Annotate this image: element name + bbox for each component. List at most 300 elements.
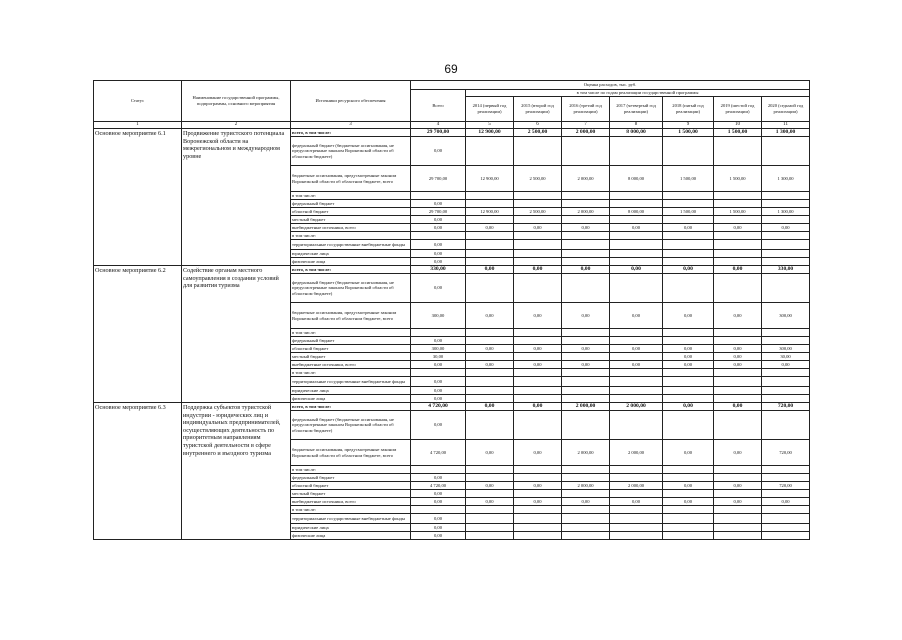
source-cell: бюджетные ассигнования, предусмотренные законом Воронежской области об областном бюджете, всего bbox=[291, 440, 411, 466]
year-value-cell bbox=[663, 137, 714, 166]
total-value-cell: 4 720,00 bbox=[411, 440, 466, 466]
total-value-cell: 300,00 bbox=[411, 345, 466, 353]
source-cell: федеральный бюджет (бюджетные ассигнования, не предусмотренные законом Воронежской области об областном бюджете) bbox=[291, 137, 411, 166]
year-value-cell bbox=[762, 411, 810, 440]
year-value-cell: 1 500,00 bbox=[663, 129, 714, 137]
year-value-cell: 0,00 bbox=[610, 498, 663, 506]
year-value-cell: 0,00 bbox=[663, 361, 714, 369]
header-year: 2015 (второй год реализации) bbox=[514, 97, 562, 122]
source-cell: федеральный бюджет bbox=[291, 337, 411, 345]
year-value-cell bbox=[466, 369, 514, 377]
year-value-cell: 0,00 bbox=[663, 482, 714, 490]
year-value-cell bbox=[514, 377, 562, 387]
total-value-cell: 4 720,00 bbox=[411, 403, 466, 411]
header-status: Статус bbox=[94, 81, 182, 122]
column-number: 5 bbox=[466, 122, 514, 129]
year-value-cell: 2 000,00 bbox=[562, 482, 610, 490]
year-value-cell: 1 500,00 bbox=[714, 129, 762, 137]
year-value-cell bbox=[466, 240, 514, 250]
total-value-cell: 0,00 bbox=[411, 137, 466, 166]
year-value-cell bbox=[762, 274, 810, 303]
column-number: 2 bbox=[182, 122, 291, 129]
year-value-cell bbox=[514, 466, 562, 474]
year-value-cell: 1 300,00 bbox=[762, 129, 810, 137]
year-value-cell bbox=[714, 250, 762, 258]
year-value-cell: 0,00 bbox=[466, 224, 514, 232]
year-value-cell bbox=[466, 506, 514, 514]
year-value-cell bbox=[663, 216, 714, 224]
year-value-cell bbox=[562, 258, 610, 266]
source-cell: местный бюджет bbox=[291, 216, 411, 224]
year-value-cell bbox=[514, 395, 562, 403]
source-cell: внебюджетные источники, всего bbox=[291, 224, 411, 232]
year-value-cell bbox=[762, 192, 810, 200]
source-cell: всего, в том числе: bbox=[291, 129, 411, 137]
year-value-cell bbox=[466, 216, 514, 224]
year-value-cell bbox=[762, 532, 810, 540]
year-value-cell bbox=[514, 216, 562, 224]
year-value-cell: 0,00 bbox=[466, 440, 514, 466]
year-value-cell bbox=[663, 258, 714, 266]
year-value-cell bbox=[466, 353, 514, 361]
year-value-cell bbox=[514, 387, 562, 395]
year-value-cell bbox=[610, 474, 663, 482]
page-number: 69 bbox=[444, 62, 458, 76]
year-value-cell: 8 000,00 bbox=[610, 129, 663, 137]
year-value-cell: 2 000,00 bbox=[562, 129, 610, 137]
year-value-cell bbox=[663, 524, 714, 532]
year-value-cell: 0,00 bbox=[663, 266, 714, 274]
header-source: Источники ресурсного обеспечения bbox=[291, 81, 411, 122]
program-name-cell: Поддержка субъектов туристской индустрии - юридических лиц и индивидуальных предпринимателей, осуществляющих деятельность по приоритетным направлениям туристской деятельности в сфере внутреннего и въездного туризма bbox=[182, 403, 291, 540]
year-value-cell bbox=[514, 250, 562, 258]
year-value-cell bbox=[514, 474, 562, 482]
year-value-cell bbox=[610, 192, 663, 200]
total-value-cell: 0,00 bbox=[411, 514, 466, 524]
source-cell: юридические лица bbox=[291, 250, 411, 258]
total-value-cell: 0,00 bbox=[411, 395, 466, 403]
source-cell: федеральный бюджет (бюджетные ассигнования, не предусмотренные законом Воронежской области об областном бюджете) bbox=[291, 411, 411, 440]
year-value-cell bbox=[663, 240, 714, 250]
year-value-cell bbox=[562, 329, 610, 337]
year-value-cell: 0,00 bbox=[466, 266, 514, 274]
year-value-cell: 0,00 bbox=[466, 303, 514, 329]
year-value-cell: 1 500,00 bbox=[663, 166, 714, 192]
source-cell: местный бюджет bbox=[291, 353, 411, 361]
year-value-cell bbox=[714, 395, 762, 403]
year-value-cell: 0,00 bbox=[610, 266, 663, 274]
year-value-cell: 0,00 bbox=[663, 440, 714, 466]
year-value-cell bbox=[466, 274, 514, 303]
status-cell: Основное мероприятие 6.2 bbox=[94, 266, 182, 403]
year-value-cell bbox=[514, 514, 562, 524]
year-value-cell bbox=[610, 137, 663, 166]
year-value-cell: 0,00 bbox=[514, 498, 562, 506]
year-value-cell: 0,00 bbox=[714, 266, 762, 274]
year-value-cell bbox=[562, 474, 610, 482]
total-value-cell: 0,00 bbox=[411, 224, 466, 232]
year-value-cell bbox=[663, 329, 714, 337]
year-value-cell bbox=[562, 240, 610, 250]
year-value-cell bbox=[610, 532, 663, 540]
year-value-cell: 0,00 bbox=[663, 303, 714, 329]
year-value-cell bbox=[610, 200, 663, 208]
year-value-cell bbox=[610, 395, 663, 403]
year-value-cell bbox=[762, 474, 810, 482]
year-value-cell: 0,00 bbox=[762, 498, 810, 506]
year-value-cell: 1 500,00 bbox=[714, 166, 762, 192]
column-number: 7 bbox=[562, 122, 610, 129]
total-value-cell: 29 700,00 bbox=[411, 129, 466, 137]
year-value-cell: 12 900,00 bbox=[466, 208, 514, 216]
source-cell: внебюджетные источники, всего bbox=[291, 498, 411, 506]
status-cell: Основное мероприятие 6.3 bbox=[94, 403, 182, 540]
year-value-cell bbox=[610, 411, 663, 440]
year-value-cell bbox=[714, 411, 762, 440]
year-value-cell bbox=[610, 466, 663, 474]
year-value-cell: 0,00 bbox=[466, 403, 514, 411]
year-value-cell bbox=[663, 250, 714, 258]
year-value-cell bbox=[762, 232, 810, 240]
total-value-cell bbox=[411, 192, 466, 200]
year-value-cell bbox=[714, 369, 762, 377]
total-value-cell: 0,00 bbox=[411, 490, 466, 498]
total-value-cell: 0,00 bbox=[411, 258, 466, 266]
year-value-cell bbox=[663, 377, 714, 387]
column-number: 10 bbox=[714, 122, 762, 129]
total-value-cell bbox=[411, 506, 466, 514]
total-value-cell: 0,00 bbox=[411, 200, 466, 208]
year-value-cell bbox=[762, 250, 810, 258]
year-value-cell bbox=[663, 200, 714, 208]
source-cell: в том числе: bbox=[291, 192, 411, 200]
total-value-cell: 29 700,00 bbox=[411, 166, 466, 192]
year-value-cell bbox=[610, 514, 663, 524]
source-cell: федеральный бюджет (бюджетные ассигнования, не предусмотренные законом Воронежской области об областном бюджете) bbox=[291, 274, 411, 303]
year-value-cell: 0,00 bbox=[714, 482, 762, 490]
year-value-cell: 0,00 bbox=[714, 440, 762, 466]
year-value-cell bbox=[714, 137, 762, 166]
year-value-cell bbox=[663, 369, 714, 377]
source-cell: бюджетные ассигнования, предусмотренные законом Воронежской области об областном бюджете, всего bbox=[291, 303, 411, 329]
year-value-cell: 0,00 bbox=[514, 345, 562, 353]
year-value-cell bbox=[762, 137, 810, 166]
source-cell: территориальные государственные внебюджетные фонды bbox=[291, 514, 411, 524]
year-value-cell bbox=[466, 137, 514, 166]
total-value-cell: 0,00 bbox=[411, 498, 466, 506]
source-cell: физические лица bbox=[291, 532, 411, 540]
program-name-cell: Продвижение туристского потенциала Воронежской области на межрегиональном и международном уровне bbox=[182, 129, 291, 266]
year-value-cell bbox=[663, 514, 714, 524]
year-value-cell bbox=[714, 258, 762, 266]
year-value-cell: 0,00 bbox=[562, 303, 610, 329]
year-value-cell bbox=[514, 369, 562, 377]
year-value-cell: 0,00 bbox=[562, 498, 610, 506]
year-value-cell bbox=[514, 490, 562, 498]
year-value-cell bbox=[762, 466, 810, 474]
year-value-cell bbox=[514, 232, 562, 240]
year-value-cell: 0,00 bbox=[514, 403, 562, 411]
year-value-cell bbox=[762, 329, 810, 337]
year-value-cell: 0,00 bbox=[663, 403, 714, 411]
year-value-cell bbox=[562, 232, 610, 240]
year-value-cell bbox=[762, 240, 810, 250]
year-value-cell: 0,00 bbox=[663, 345, 714, 353]
year-value-cell bbox=[562, 192, 610, 200]
header-year: 2018 (пятый год реализации) bbox=[663, 97, 714, 122]
year-value-cell: 300,00 bbox=[762, 303, 810, 329]
year-value-cell bbox=[562, 274, 610, 303]
year-value-cell: 0,00 bbox=[714, 361, 762, 369]
year-value-cell bbox=[466, 250, 514, 258]
year-value-cell bbox=[663, 411, 714, 440]
year-value-cell bbox=[514, 137, 562, 166]
year-value-cell: 0,00 bbox=[762, 224, 810, 232]
column-number: 3 bbox=[291, 122, 411, 129]
column-number: 4 bbox=[411, 122, 466, 129]
year-value-cell bbox=[562, 532, 610, 540]
year-value-cell bbox=[466, 258, 514, 266]
year-value-cell: 0,00 bbox=[466, 482, 514, 490]
year-value-cell: 300,00 bbox=[762, 345, 810, 353]
header-estimate: Оценка расходов, тыс. руб. bbox=[411, 81, 810, 90]
year-value-cell bbox=[610, 216, 663, 224]
year-value-cell: 0,00 bbox=[663, 498, 714, 506]
year-value-cell: 1 500,00 bbox=[714, 208, 762, 216]
year-value-cell bbox=[663, 506, 714, 514]
year-value-cell: 0,00 bbox=[663, 353, 714, 361]
year-value-cell bbox=[514, 200, 562, 208]
year-value-cell bbox=[514, 506, 562, 514]
year-value-cell: 0,00 bbox=[610, 303, 663, 329]
year-value-cell bbox=[610, 250, 663, 258]
year-value-cell bbox=[762, 200, 810, 208]
year-value-cell bbox=[466, 387, 514, 395]
source-cell: всего, в том числе: bbox=[291, 403, 411, 411]
year-value-cell bbox=[514, 337, 562, 345]
year-value-cell bbox=[714, 474, 762, 482]
year-value-cell bbox=[562, 524, 610, 532]
total-value-cell: 330,00 bbox=[411, 266, 466, 274]
year-value-cell bbox=[610, 337, 663, 345]
year-value-cell: 0,00 bbox=[714, 498, 762, 506]
year-value-cell: 0,00 bbox=[514, 266, 562, 274]
total-value-cell: 0,00 bbox=[411, 337, 466, 345]
year-value-cell bbox=[466, 514, 514, 524]
source-cell: в том числе: bbox=[291, 369, 411, 377]
total-value-cell: 4 720,00 bbox=[411, 482, 466, 490]
year-value-cell bbox=[514, 274, 562, 303]
total-value-cell bbox=[411, 329, 466, 337]
year-value-cell bbox=[562, 353, 610, 361]
table-row bbox=[94, 266, 810, 274]
year-value-cell bbox=[714, 514, 762, 524]
source-cell: в том числе: bbox=[291, 506, 411, 514]
year-value-cell bbox=[610, 369, 663, 377]
source-cell: в том числе: bbox=[291, 232, 411, 240]
year-value-cell bbox=[610, 232, 663, 240]
year-value-cell: 0,00 bbox=[514, 440, 562, 466]
header-year: 2014 (первый год реализации) bbox=[466, 97, 514, 122]
year-value-cell bbox=[714, 506, 762, 514]
year-value-cell: 0,00 bbox=[562, 224, 610, 232]
source-cell: внебюджетные источники, всего bbox=[291, 361, 411, 369]
source-cell: местный бюджет bbox=[291, 490, 411, 498]
year-value-cell bbox=[610, 329, 663, 337]
year-value-cell: 0,00 bbox=[663, 224, 714, 232]
year-value-cell: 0,00 bbox=[610, 224, 663, 232]
year-value-cell: 2 500,00 bbox=[514, 166, 562, 192]
year-value-cell bbox=[663, 466, 714, 474]
year-value-cell bbox=[610, 524, 663, 532]
year-value-cell: 1 300,00 bbox=[762, 166, 810, 192]
year-value-cell bbox=[466, 524, 514, 532]
total-value-cell bbox=[411, 232, 466, 240]
year-value-cell: 720,00 bbox=[762, 440, 810, 466]
header-by-years: в том числе по годам реализации государственной программы bbox=[466, 90, 810, 97]
year-value-cell bbox=[562, 387, 610, 395]
year-value-cell bbox=[663, 474, 714, 482]
year-value-cell: 0,00 bbox=[514, 224, 562, 232]
year-value-cell bbox=[714, 466, 762, 474]
source-cell: территориальные государственные внебюджетные фонды bbox=[291, 240, 411, 250]
budget-table bbox=[93, 80, 810, 540]
source-cell: областной бюджет bbox=[291, 482, 411, 490]
total-value-cell: 0,00 bbox=[411, 524, 466, 532]
year-value-cell bbox=[466, 411, 514, 440]
year-value-cell bbox=[663, 274, 714, 303]
year-value-cell: 1 500,00 bbox=[663, 208, 714, 216]
year-value-cell bbox=[610, 353, 663, 361]
year-value-cell bbox=[466, 200, 514, 208]
year-value-cell bbox=[562, 490, 610, 498]
year-value-cell bbox=[714, 240, 762, 250]
source-cell: территориальные государственные внебюджетные фонды bbox=[291, 377, 411, 387]
column-number: 6 bbox=[514, 122, 562, 129]
year-value-cell: 2 000,00 bbox=[610, 403, 663, 411]
year-value-cell: 0,00 bbox=[514, 482, 562, 490]
year-value-cell: 0,00 bbox=[562, 361, 610, 369]
year-value-cell bbox=[562, 369, 610, 377]
column-number: 1 bbox=[94, 122, 182, 129]
year-value-cell bbox=[514, 524, 562, 532]
total-value-cell: 0,00 bbox=[411, 240, 466, 250]
year-value-cell bbox=[762, 369, 810, 377]
year-value-cell bbox=[663, 490, 714, 498]
table-body bbox=[94, 129, 810, 540]
total-value-cell: 0,00 bbox=[411, 250, 466, 258]
year-value-cell bbox=[562, 514, 610, 524]
year-value-cell bbox=[610, 387, 663, 395]
year-value-cell bbox=[514, 353, 562, 361]
year-value-cell bbox=[663, 395, 714, 403]
year-value-cell bbox=[762, 524, 810, 532]
year-value-cell bbox=[514, 240, 562, 250]
year-value-cell bbox=[663, 232, 714, 240]
year-value-cell: 0,00 bbox=[562, 345, 610, 353]
year-value-cell: 0,00 bbox=[714, 224, 762, 232]
year-value-cell bbox=[714, 192, 762, 200]
year-value-cell bbox=[714, 329, 762, 337]
year-value-cell: 0,00 bbox=[466, 498, 514, 506]
year-value-cell: 0,00 bbox=[514, 361, 562, 369]
year-value-cell bbox=[610, 258, 663, 266]
year-value-cell: 2 000,00 bbox=[610, 482, 663, 490]
year-value-cell: 720,00 bbox=[762, 403, 810, 411]
year-value-cell bbox=[562, 200, 610, 208]
source-cell: бюджетные ассигнования, предусмотренные законом Воронежской области об областном бюджете, всего bbox=[291, 166, 411, 192]
year-value-cell bbox=[562, 216, 610, 224]
year-value-cell bbox=[762, 514, 810, 524]
year-value-cell: 0,00 bbox=[714, 345, 762, 353]
year-value-cell bbox=[562, 395, 610, 403]
year-value-cell bbox=[714, 232, 762, 240]
table-row bbox=[94, 129, 810, 137]
year-value-cell: 0,00 bbox=[714, 303, 762, 329]
year-value-cell bbox=[562, 377, 610, 387]
year-value-cell bbox=[714, 532, 762, 540]
total-value-cell: 0,00 bbox=[411, 387, 466, 395]
year-value-cell bbox=[466, 192, 514, 200]
program-name-cell: Содействие органам местного самоуправления в создании условий для развития туризма bbox=[182, 266, 291, 403]
year-value-cell: 30,00 bbox=[762, 353, 810, 361]
year-value-cell bbox=[466, 474, 514, 482]
year-value-cell: 0,00 bbox=[714, 403, 762, 411]
year-value-cell bbox=[514, 532, 562, 540]
year-value-cell bbox=[562, 137, 610, 166]
total-value-cell: 29 700,00 bbox=[411, 208, 466, 216]
year-value-cell bbox=[610, 377, 663, 387]
table-row bbox=[94, 403, 810, 411]
year-value-cell bbox=[762, 387, 810, 395]
source-cell: всего, в том числе: bbox=[291, 266, 411, 274]
source-cell: в том числе: bbox=[291, 466, 411, 474]
total-value-cell: 0,00 bbox=[411, 411, 466, 440]
source-cell: физические лица bbox=[291, 395, 411, 403]
source-cell: юридические лица bbox=[291, 387, 411, 395]
column-number: 11 bbox=[762, 122, 810, 129]
year-value-cell bbox=[663, 192, 714, 200]
year-value-cell bbox=[663, 337, 714, 345]
year-value-cell bbox=[663, 387, 714, 395]
year-value-cell bbox=[466, 377, 514, 387]
column-number: 8 bbox=[610, 122, 663, 129]
total-value-cell: 0,00 bbox=[411, 274, 466, 303]
year-value-cell bbox=[610, 506, 663, 514]
year-value-cell: 2 000,00 bbox=[562, 208, 610, 216]
total-value-cell bbox=[411, 369, 466, 377]
year-value-cell: 2 000,00 bbox=[610, 440, 663, 466]
year-value-cell bbox=[714, 490, 762, 498]
source-cell: в том числе: bbox=[291, 329, 411, 337]
total-value-cell: 0,00 bbox=[411, 216, 466, 224]
year-value-cell bbox=[466, 232, 514, 240]
source-cell: федеральный бюджет bbox=[291, 474, 411, 482]
total-value-cell: 0,00 bbox=[411, 361, 466, 369]
year-value-cell: 2 500,00 bbox=[514, 129, 562, 137]
header-year: 2019 (шестой год реализации) bbox=[714, 97, 762, 122]
year-value-cell bbox=[514, 411, 562, 440]
year-value-cell: 0,00 bbox=[514, 303, 562, 329]
year-value-cell: 2 000,00 bbox=[562, 166, 610, 192]
year-value-cell bbox=[762, 395, 810, 403]
year-value-cell bbox=[762, 506, 810, 514]
year-value-cell bbox=[762, 490, 810, 498]
year-value-cell: 0,00 bbox=[466, 345, 514, 353]
year-value-cell bbox=[762, 216, 810, 224]
year-value-cell: 2 000,00 bbox=[562, 403, 610, 411]
total-value-cell: 30,00 bbox=[411, 353, 466, 361]
